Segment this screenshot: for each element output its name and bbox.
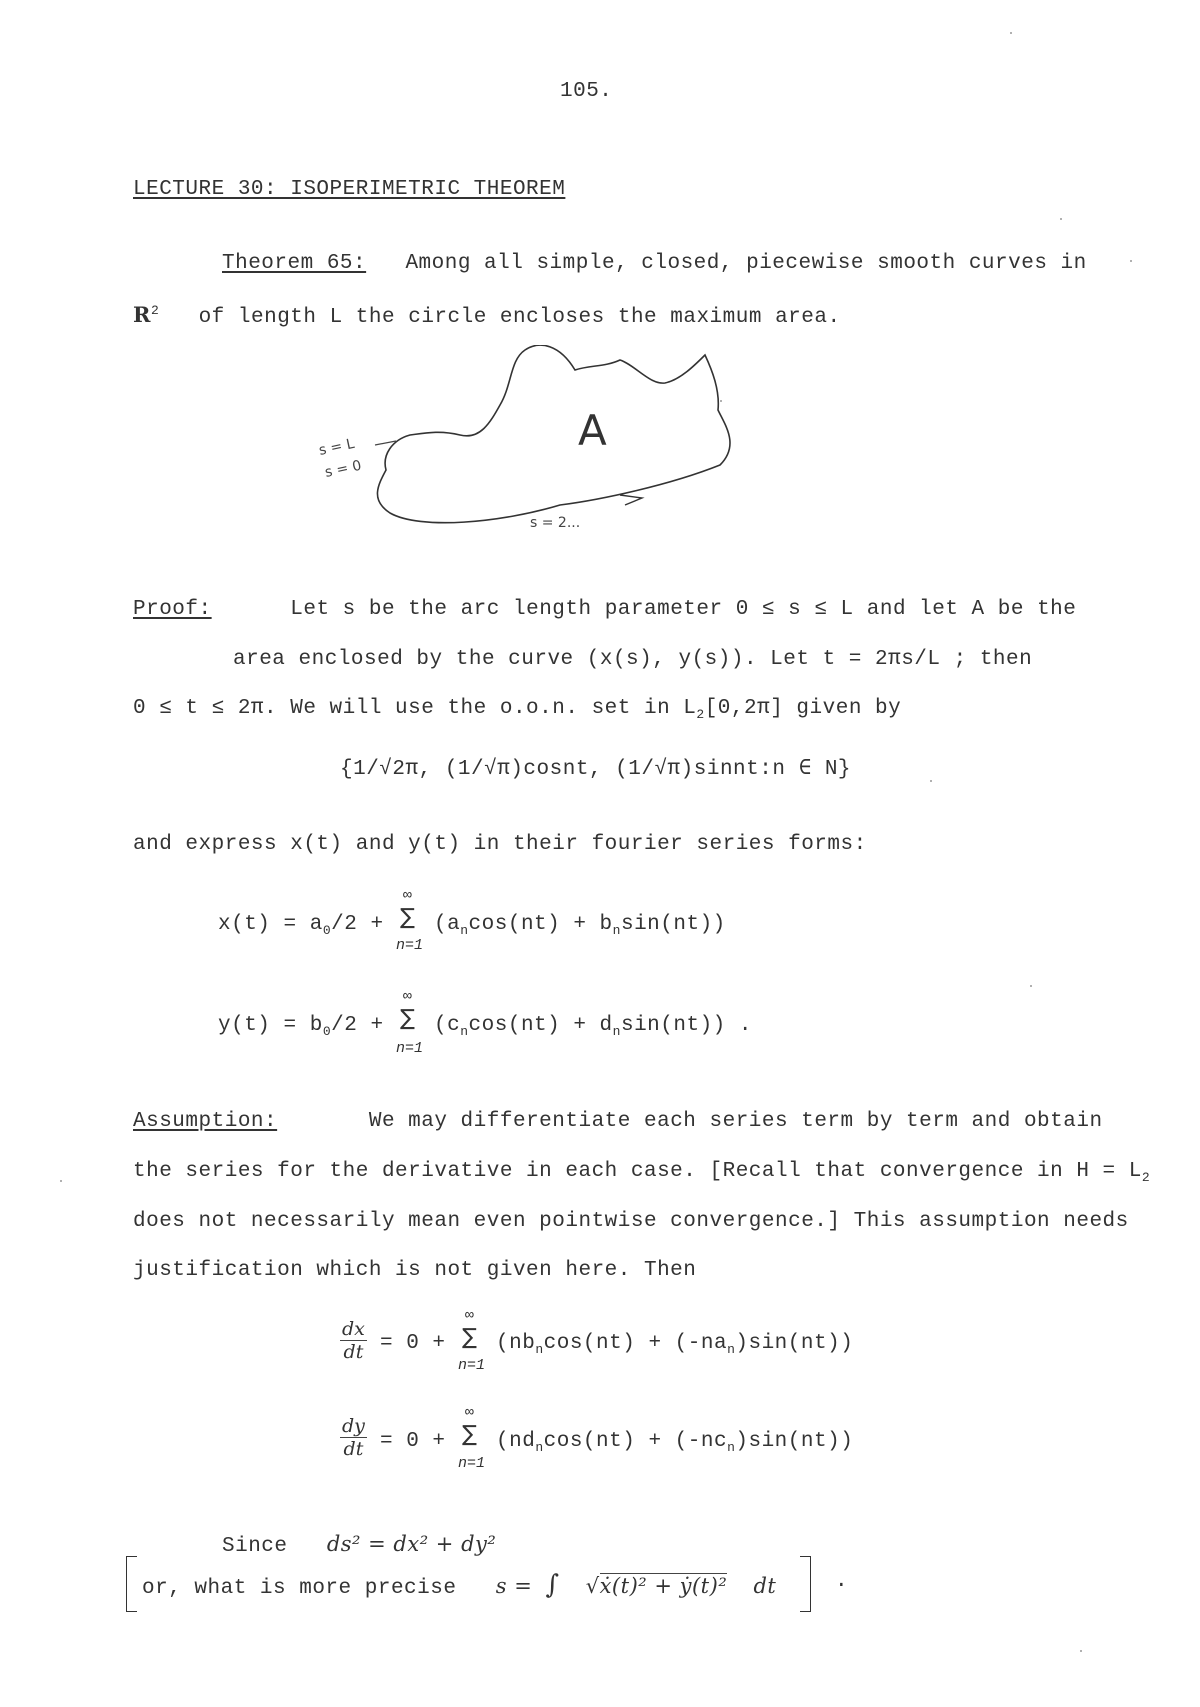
deriv-y-rhs: = 0 + bbox=[380, 1430, 446, 1453]
series-y-lhs-text: y(t) = b bbox=[218, 1014, 323, 1037]
since-text: Since bbox=[222, 1535, 288, 1558]
series-y-sub-n2: n bbox=[612, 1024, 621, 1040]
series-y-body-c: sin(nt)) . bbox=[620, 1014, 752, 1037]
deriv-y-body-b: cos(nt) + (-nc bbox=[543, 1430, 728, 1453]
deriv-x-sub2: n bbox=[727, 1342, 736, 1358]
lecture-title: LECTURE 30: ISOPERIMETRIC THEOREM bbox=[133, 178, 566, 201]
scan-speck bbox=[1060, 218, 1062, 220]
series-y-lower: n=1 bbox=[396, 1040, 424, 1057]
series-x-sigma-icon: ∑ bbox=[400, 905, 415, 930]
orthonormal-set: {1/√2π, (1/√π)cosnt, (1/√π)sinnt:n ∈ N} bbox=[340, 758, 852, 781]
series-y-sub0: 0 bbox=[322, 1024, 332, 1040]
assumption-l2-subscript: 2 bbox=[1141, 1170, 1151, 1186]
deriv-x-fraction bbox=[340, 1318, 367, 1363]
space-symbol: R bbox=[133, 302, 151, 327]
deriv-y-body-c: )sin(nt)) bbox=[735, 1430, 854, 1453]
deriv-y-sub1: n bbox=[535, 1440, 544, 1456]
space-superscript: 2 bbox=[150, 303, 160, 318]
proof-line-4: and express x(t) and y(t) in their fourier series forms: bbox=[133, 833, 867, 856]
precise-s-eq: s = bbox=[495, 1574, 533, 1598]
deriv-x-body-a: (nb bbox=[496, 1332, 536, 1355]
assumption-line-2 bbox=[133, 1160, 1150, 1185]
deriv-y-body-a: (nd bbox=[496, 1430, 536, 1453]
proof-text-1: Let s be the arc length parameter 0 ≤ s ≤ L and let A be the bbox=[290, 598, 1077, 621]
series-x-upper: ∞ bbox=[403, 887, 413, 904]
page-number: 105. bbox=[560, 80, 613, 103]
bottom-label: s = 2... bbox=[530, 515, 581, 531]
since-equation: ds² = dx² + dy² bbox=[326, 1532, 497, 1556]
deriv-y-body bbox=[496, 1430, 853, 1455]
deriv-x-sigma-icon: ∑ bbox=[462, 1325, 477, 1350]
proof-line-1 bbox=[133, 598, 1076, 621]
deriv-y-upper: ∞ bbox=[465, 1404, 475, 1421]
deriv-x-body-b: cos(nt) + (-na bbox=[543, 1332, 728, 1355]
series-y-body bbox=[434, 1014, 752, 1039]
scan-speck bbox=[60, 1180, 62, 1182]
precise-integrand: ẋ(t)² + ẏ(t)² bbox=[599, 1574, 728, 1598]
series-x-sub-n1: n bbox=[460, 923, 469, 939]
series-x-lhs-text: x(t) = a bbox=[218, 913, 323, 936]
since-line bbox=[222, 1532, 496, 1558]
theorem-text-1: Among all simple, closed, piecewise smooth curves in bbox=[405, 252, 1087, 275]
deriv-y-den: dt bbox=[343, 1438, 364, 1460]
series-x-body bbox=[434, 913, 726, 938]
series-y-sub-n1: n bbox=[460, 1024, 469, 1040]
theorem-text-2: of length L the circle encloses the maximum area. bbox=[198, 306, 841, 329]
proof-line-2: area enclosed by the curve (x(s), y(s)). Let t = 2πs/L ; then bbox=[233, 648, 1033, 671]
start-label-2: s = 0 bbox=[323, 457, 363, 481]
deriv-y-lower: n=1 bbox=[458, 1455, 486, 1472]
proof-l2-subscript: 2 bbox=[696, 707, 705, 723]
series-x-body-b: cos(nt) + b bbox=[468, 913, 613, 936]
assumption-line-1 bbox=[133, 1110, 1103, 1133]
series-y-mid: /2 + bbox=[331, 1014, 384, 1037]
assumption-line-3: does not necessarily mean even pointwise convergence.] This assumption needs bbox=[133, 1210, 1129, 1233]
theorem-label: Theorem 65: bbox=[222, 252, 367, 275]
closed-curve bbox=[377, 345, 730, 523]
deriv-x-rhs: = 0 + bbox=[380, 1332, 446, 1355]
direction-arrow-icon bbox=[620, 495, 642, 505]
integral-icon: ∫ bbox=[545, 1570, 560, 1600]
proof-text-3a: 0 ≤ t ≤ 2π. We will use the o.o.n. set in L bbox=[133, 697, 697, 720]
precise-dt: dt bbox=[753, 1574, 777, 1598]
series-y-sigma-icon: ∑ bbox=[400, 1006, 415, 1031]
precise-end: . bbox=[835, 1570, 849, 1593]
series-x-lhs bbox=[218, 913, 384, 938]
assumption-line-4: justification which is not given here. Then bbox=[133, 1259, 697, 1282]
assumption-text-1: We may differentiate each series term by term and obtain bbox=[368, 1110, 1103, 1133]
assumption-text-2a: the series for the derivative in each case. [Recall that convergence in H = L bbox=[133, 1160, 1142, 1183]
closed-curve-figure bbox=[300, 345, 750, 545]
sqrt-icon: √ bbox=[585, 1574, 600, 1598]
left-bracket bbox=[126, 1556, 137, 1612]
precise-line bbox=[142, 1570, 776, 1600]
series-y-upper: ∞ bbox=[403, 988, 413, 1005]
deriv-x-lower: n=1 bbox=[458, 1357, 486, 1374]
deriv-x-body bbox=[496, 1332, 853, 1357]
series-x-body-c: sin(nt)) bbox=[620, 913, 726, 936]
deriv-x-den: dt bbox=[343, 1341, 364, 1363]
scan-speck bbox=[1080, 1650, 1082, 1652]
deriv-y-fraction bbox=[340, 1415, 367, 1460]
assumption-label: Assumption: bbox=[133, 1110, 278, 1133]
deriv-y-sigma-icon: ∑ bbox=[462, 1422, 477, 1447]
area-label: A bbox=[578, 406, 607, 455]
series-x-body-a: (a bbox=[434, 913, 461, 936]
series-y-body-b: cos(nt) + d bbox=[468, 1014, 613, 1037]
scan-speck bbox=[1030, 985, 1032, 987]
deriv-y-num: dy bbox=[342, 1415, 365, 1437]
proof-line-3 bbox=[133, 697, 901, 722]
scan-speck bbox=[1010, 32, 1012, 34]
series-x-lower: n=1 bbox=[396, 937, 424, 954]
scan-speck bbox=[930, 780, 932, 782]
deriv-x-body-c: )sin(nt)) bbox=[735, 1332, 854, 1355]
series-x-sub0: 0 bbox=[322, 923, 332, 939]
deriv-x-sub1: n bbox=[535, 1342, 544, 1358]
deriv-x-num: dx bbox=[342, 1318, 365, 1340]
deriv-x-upper: ∞ bbox=[465, 1307, 475, 1324]
right-bracket bbox=[800, 1556, 811, 1612]
theorem-line-1 bbox=[222, 252, 1087, 275]
proof-text-3b: [0,2π] given by bbox=[704, 697, 902, 720]
theorem-line-2 bbox=[133, 302, 841, 329]
series-x-mid: /2 + bbox=[331, 913, 384, 936]
series-y-body-a: (c bbox=[434, 1014, 461, 1037]
scan-speck bbox=[1130, 260, 1132, 262]
deriv-y-sub2: n bbox=[727, 1440, 736, 1456]
proof-label: Proof: bbox=[133, 598, 212, 621]
series-x-sub-n2: n bbox=[612, 923, 621, 939]
precise-text: or, what is more precise bbox=[142, 1577, 457, 1600]
start-label-1: s = L bbox=[317, 435, 356, 459]
scan-speck bbox=[720, 400, 722, 402]
series-y-lhs bbox=[218, 1014, 384, 1039]
